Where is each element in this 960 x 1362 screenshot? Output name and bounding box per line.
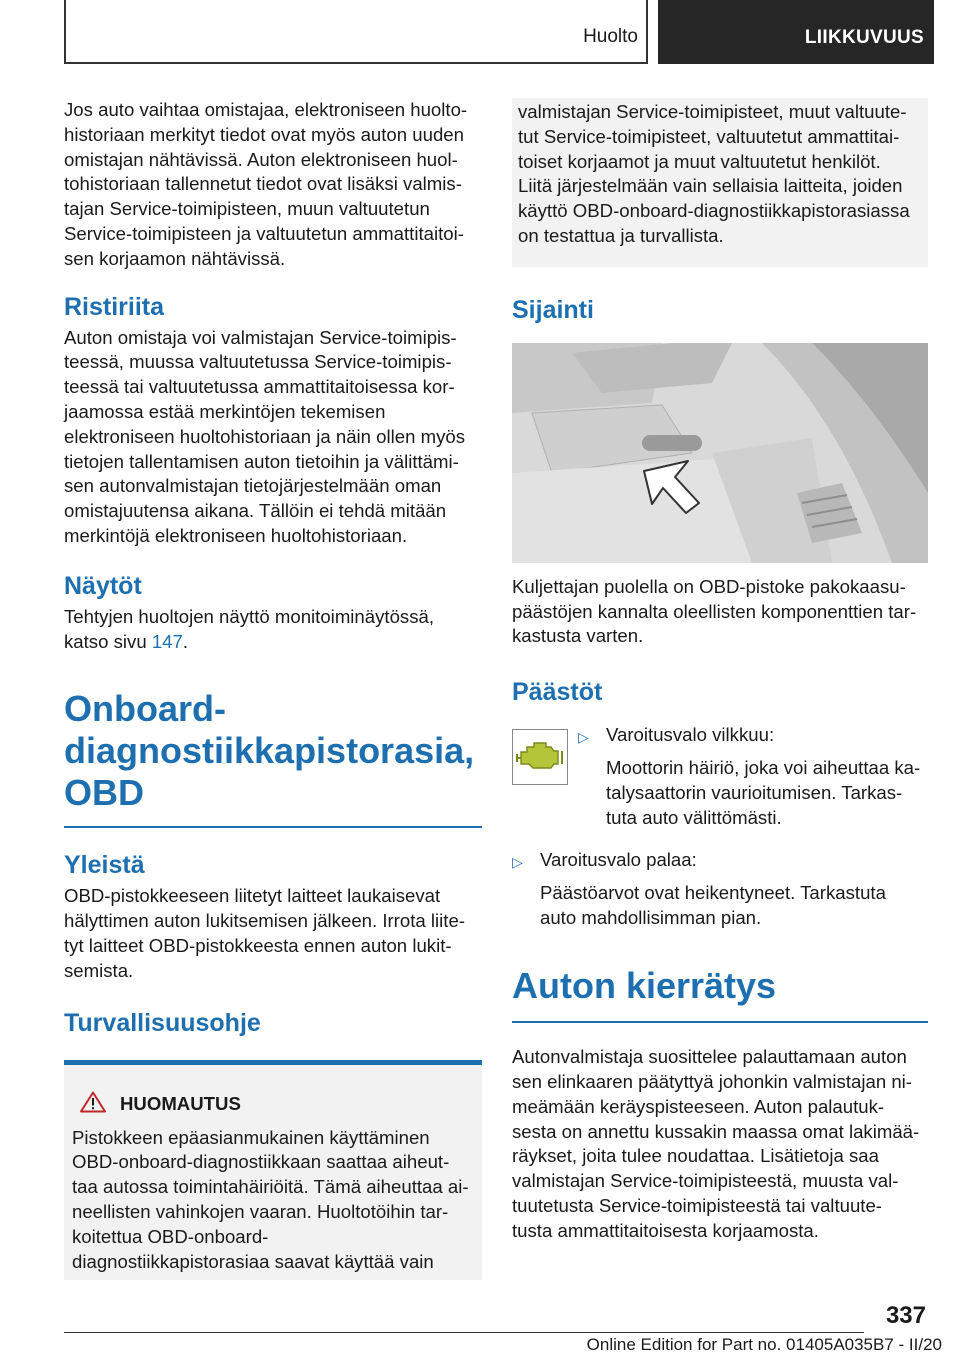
naytot-text-end: . [182, 630, 189, 652]
triangle-right-icon: ▷ [578, 729, 589, 746]
notice-title: HUOMAUTUS [120, 1093, 241, 1115]
bullet2-text: Päästöarvot ovat heikentyneet. Tarkastuta auto mahdollisimman pian. [540, 882, 886, 928]
header-section-label: Huolto [583, 26, 638, 47]
warning-triangle-icon [80, 1091, 106, 1118]
kierratys-paragraph: Autonvalmistaja suosittelee palauttamaan auton sen elinkaaren päätyttyä johonkin valmistajan ni- meämään keräyspisteeseen. Auton palautuk- sesta on annettu kussakin maassa omat lakimää- räykset, joita tulee noudattaa. Lisätietoja saa valmistajan Service-toimipisteestä, muusta val- tuutetusta Service-toimipisteestä tai valtuute- tusta ammattitaitoisesta korjaamosta. [512, 1046, 920, 1241]
bullet-item-flashing [512, 723, 928, 931]
heading-sijainti: Sijainti [512, 295, 594, 324]
footer-rule [64, 1332, 864, 1333]
heading-obd-rule [64, 826, 482, 828]
heading-naytot: Näytöt [64, 571, 142, 600]
notice-paragraph: Pistokkeen epäasianmukainen käyttäminen OBD-onboard-diagnostiikkaan saattaa aiheut- taa autossa toimintahäiriöitä. Tämä aiheuttaa ai- neellisten vahinkojen vaaran. Huoltotöihin tar- koitettua OBD-onboard- diagnostiikkapistorasiaa saavat käyttää vain [72, 1126, 469, 1272]
notice-box [64, 1060, 482, 1281]
bullet2-title: Varoitusvalo palaa: [540, 849, 697, 871]
notice-header [80, 1091, 472, 1118]
heading-kierratys-rule [512, 1021, 928, 1023]
header-chapter-label: LIIKKUVUUS [804, 27, 924, 48]
footer-edition: Online Edition for Part no. 01405A035B7 - II/20 [586, 1335, 942, 1354]
page-number: 337 [885, 1302, 926, 1329]
bullet1-text: Moottorin häiriö, joka voi aiheuttaa ka- talysaattorin vaurioitumisen. Tarkas- tuta auto välittömästi. [606, 756, 921, 828]
header-section-tab [64, 0, 648, 64]
sijainti-paragraph: Kuljettajan puolella on OBD-pistoke pakokaasu- päästöjen kannalta oleellisten komponenttien tar- kastusta varten. [512, 575, 917, 647]
heading-ristiriita: Ristiriita [64, 292, 165, 321]
bullet-item-steady [512, 848, 928, 930]
heading-yleista: Yleistä [64, 851, 145, 880]
bullet-list [512, 723, 928, 931]
intro-paragraph: Jos auto vaihtaa omistajaa, elektroniseen huolto- historiaan merkityt tiedot ovat myös auton uuden omistajan nähtävissä. Auton elektroniseen huol- tohistoriaan tallennetut tiedot ovat lisäksi valmis- tajan Service-toimipisteen, muun valtuutetun Service-toimipisteen ja valtuutetun ammattitaitoi- sen korjaamon nähtävissä. [64, 99, 468, 269]
naytot-text: Tehtyjen huoltojen näyttö monitoiminäytössä, katso sivu [64, 605, 435, 652]
left-column [64, 98, 482, 1280]
page-link-147[interactable]: 147 [151, 630, 183, 652]
emissions-list [512, 723, 928, 933]
notice-continuation-paragraph: valmistajan Service-toimipisteet, muut valtuute- tut Service-toimipisteet, valtuutetut ammattitai- toiset korjaamot ja muut valtuutetut henkilöt. Liitä järjestelmään vain sellaisia laitteita, joiden käyttö OBD-onboard-diagnostiikkapistorasiassa on testattua ja turvallista. [518, 101, 910, 246]
triangle-right-icon: ▷ [512, 854, 523, 871]
right-column [512, 98, 928, 1244]
yleista-paragraph: OBD-pistokkeeseen liitetyt laitteet laukaisevat hälyttimen auton lukitsemisen jälkeen. Irrota liite- tyt laitteet OBD-pistokkeesta ennen auton lukit- semista. [64, 885, 465, 981]
obd-location-image [512, 343, 928, 563]
heading-turvallisuusohje: Turvallisuusohje [64, 1008, 261, 1037]
ristiriita-paragraph: Auton omistaja voi valmistajan Service-toimipis- teessä, muussa valtuutetussa Service-toimipis- teessä tai valtuutetussa ammattitaitoisessa kor- jaamossa estää merkintöjen tekemisen elektroniseen huoltohistoriaan ja näin ollen myös tietojen tallentamisen auton tietoihin ja välittämi- sen autonvalmistajan tietojärjestelmään oman omistajuutensa aikana. Tällöin ei tehdä mitään merkintöjä elektroniseen huoltohistoriaan. [64, 326, 466, 546]
heading-paastot: Päästöt [512, 678, 603, 707]
header-chapter-tab [658, 0, 934, 64]
heading-kierratys: Auton kierrätys [512, 965, 777, 1007]
notice-continuation-box [512, 98, 928, 267]
naytot-paragraph [64, 605, 482, 655]
heading-obd: Onboard- diagnostiikkapistorasia, OBD [64, 688, 475, 814]
bullet1-title: Varoitusvalo vilkkuu: [606, 724, 775, 746]
